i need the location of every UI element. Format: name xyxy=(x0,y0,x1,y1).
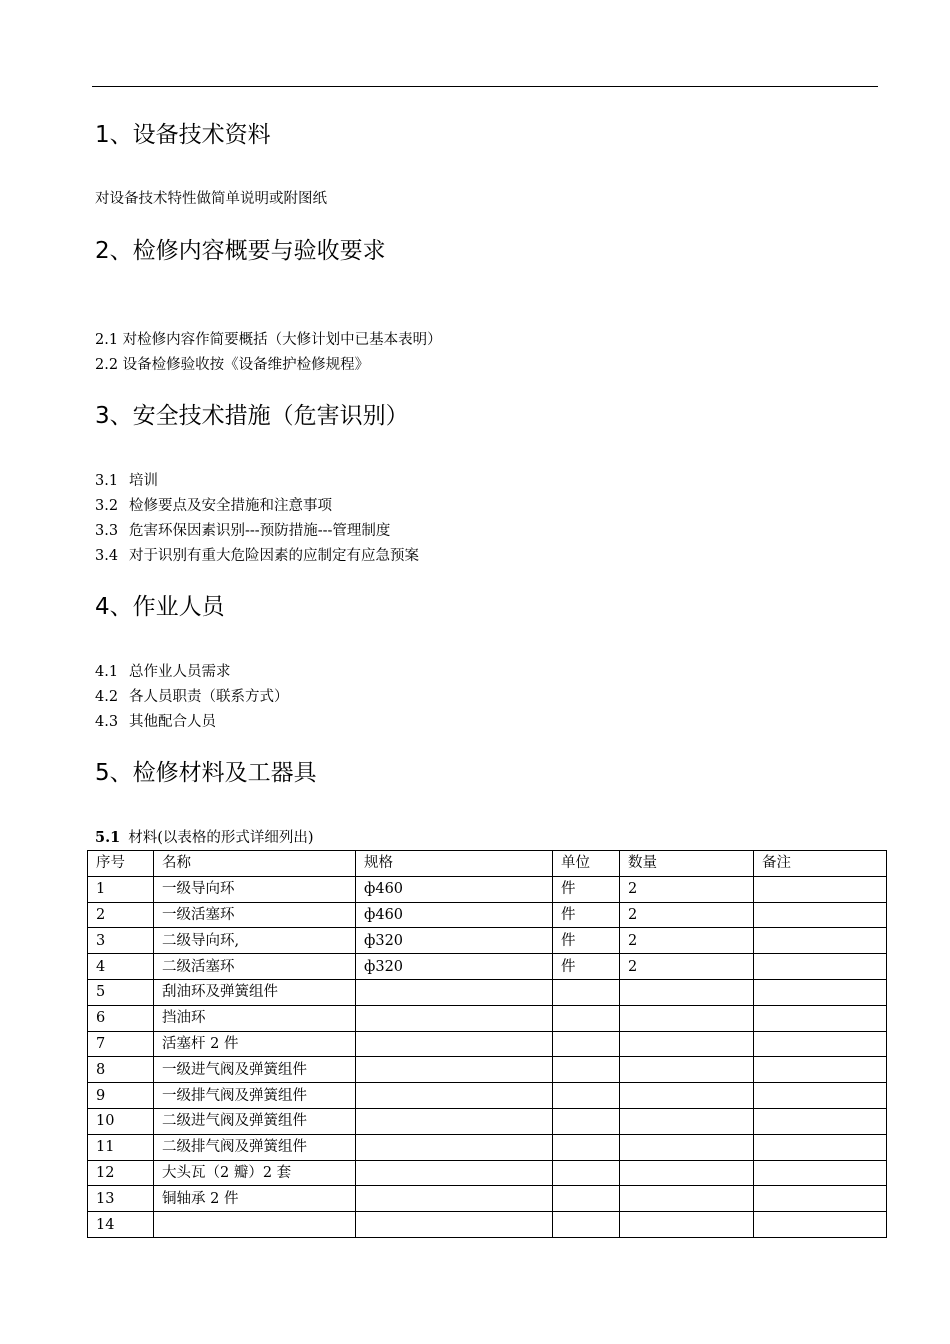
table-row xyxy=(88,876,887,902)
cell-unit xyxy=(553,979,620,1005)
cell-remark xyxy=(754,979,887,1005)
cell-remark xyxy=(754,1186,887,1212)
section-3-item xyxy=(95,521,390,541)
cell-seq: 1 xyxy=(88,876,154,902)
cell-remark xyxy=(754,1005,887,1031)
item-number: 3.4 xyxy=(95,548,119,564)
section-1-text: 对设备技术特性做简单说明或附图纸 xyxy=(95,191,327,207)
cell-remark xyxy=(754,1160,887,1186)
cell-seq: 13 xyxy=(88,1186,154,1212)
table-row xyxy=(88,979,887,1005)
table-row xyxy=(88,902,887,928)
cell-remark xyxy=(754,876,887,902)
table-row xyxy=(88,928,887,954)
cell-remark xyxy=(754,928,887,954)
cell-name: 刮油环及弹簧组件 xyxy=(154,979,356,1005)
cell-spec xyxy=(356,1005,553,1031)
cell-unit: 件 xyxy=(553,876,620,902)
item-number: 3.3 xyxy=(95,523,119,539)
cell-qty xyxy=(620,979,754,1005)
header-unit: 单位 xyxy=(553,851,620,877)
cell-name: 铜轴承 2 件 xyxy=(154,1186,356,1212)
header-seq: 序号 xyxy=(88,851,154,877)
table-row xyxy=(88,1057,887,1083)
item-text: 危害环保因素识别---预防措施---管理制度 xyxy=(129,523,391,539)
section-1-heading: 1、设备技术资料 xyxy=(95,122,271,148)
cell-seq: 9 xyxy=(88,1083,154,1109)
cell-remark xyxy=(754,954,887,980)
cell-name: 大头瓦（2 瓣）2 套 xyxy=(154,1160,356,1186)
section-2-heading: 2、检修内容概要与验收要求 xyxy=(95,238,386,264)
cell-remark xyxy=(754,1212,887,1238)
table-row xyxy=(88,1212,887,1238)
cell-spec xyxy=(356,1108,553,1134)
cell-seq: 3 xyxy=(88,928,154,954)
cell-seq: 10 xyxy=(88,1108,154,1134)
cell-qty xyxy=(620,1212,754,1238)
cell-seq: 2 xyxy=(88,902,154,928)
cell-spec xyxy=(356,1186,553,1212)
header-rule xyxy=(92,86,878,87)
cell-spec xyxy=(356,1160,553,1186)
cell-name: 一级活塞环 xyxy=(154,902,356,928)
header-name: 名称 xyxy=(154,851,356,877)
cell-spec: ф460 xyxy=(356,876,553,902)
cell-unit: 件 xyxy=(553,928,620,954)
cell-seq: 12 xyxy=(88,1160,154,1186)
cell-unit xyxy=(553,1212,620,1238)
cell-spec xyxy=(356,1083,553,1109)
cell-unit: 件 xyxy=(553,902,620,928)
cell-name: 二级活塞环 xyxy=(154,954,356,980)
item-text: 各人员职责（联系方式） xyxy=(129,689,289,705)
cell-spec xyxy=(356,1212,553,1238)
cell-remark xyxy=(754,1134,887,1160)
item-text: 检修要点及安全措施和注意事项 xyxy=(129,498,332,514)
item-text: 总作业人员需求 xyxy=(129,664,231,680)
cell-name: 二级导向环, xyxy=(154,928,356,954)
cell-qty xyxy=(620,1057,754,1083)
item-number: 4.1 xyxy=(95,664,119,680)
cell-qty xyxy=(620,1083,754,1109)
table-row xyxy=(88,1134,887,1160)
cell-unit: 件 xyxy=(553,954,620,980)
cell-unit xyxy=(553,1083,620,1109)
cell-unit xyxy=(553,1186,620,1212)
header-spec: 规格 xyxy=(356,851,553,877)
cell-seq: 11 xyxy=(88,1134,154,1160)
section-2-item-1: 2.1 对检修内容作简要概括（大修计划中已基本表明） xyxy=(95,332,442,348)
cell-name: 二级进气阀及弹簧组件 xyxy=(154,1108,356,1134)
section-4-item xyxy=(95,662,231,682)
table-row xyxy=(88,1083,887,1109)
table-row xyxy=(88,1031,887,1057)
table-caption-text: 材料(以表格的形式详细列出) xyxy=(128,830,314,846)
cell-spec: ф460 xyxy=(356,902,553,928)
cell-qty xyxy=(620,1186,754,1212)
cell-unit xyxy=(553,1031,620,1057)
section-5-heading: 5、检修材料及工器具 xyxy=(95,760,317,786)
cell-qty: 2 xyxy=(620,902,754,928)
cell-qty xyxy=(620,1031,754,1057)
table-row xyxy=(88,954,887,980)
cell-qty xyxy=(620,1160,754,1186)
cell-remark xyxy=(754,902,887,928)
section-3-heading: 3、安全技术措施（危害识别） xyxy=(95,403,409,429)
cell-unit xyxy=(553,1057,620,1083)
cell-qty xyxy=(620,1134,754,1160)
cell-name xyxy=(154,1212,356,1238)
section-4-item xyxy=(95,712,216,732)
header-qty: 数量 xyxy=(620,851,754,877)
item-text: 对于识别有重大危险因素的应制定有应急预案 xyxy=(129,548,419,564)
cell-remark xyxy=(754,1108,887,1134)
section-4-heading: 4、作业人员 xyxy=(95,594,225,620)
cell-name: 二级排气阀及弹簧组件 xyxy=(154,1134,356,1160)
table-row xyxy=(88,1186,887,1212)
cell-unit xyxy=(553,1160,620,1186)
cell-qty xyxy=(620,1108,754,1134)
cell-seq: 8 xyxy=(88,1057,154,1083)
cell-remark xyxy=(754,1057,887,1083)
cell-qty xyxy=(620,1005,754,1031)
cell-remark xyxy=(754,1031,887,1057)
table-caption xyxy=(95,828,314,848)
cell-unit xyxy=(553,1108,620,1134)
item-text: 培训 xyxy=(129,473,158,489)
cell-spec: ф320 xyxy=(356,928,553,954)
item-number: 4.3 xyxy=(95,714,119,730)
cell-remark xyxy=(754,1083,887,1109)
table-row xyxy=(88,1108,887,1134)
table-row xyxy=(88,1160,887,1186)
cell-spec: ф320 xyxy=(356,954,553,980)
item-number: 3.1 xyxy=(95,473,119,489)
cell-name: 挡油环 xyxy=(154,1005,356,1031)
item-text: 其他配合人员 xyxy=(129,714,216,730)
cell-qty: 2 xyxy=(620,954,754,980)
item-number: 4.2 xyxy=(95,689,119,705)
cell-spec xyxy=(356,1134,553,1160)
cell-name: 一级导向环 xyxy=(154,876,356,902)
cell-seq: 14 xyxy=(88,1212,154,1238)
cell-spec xyxy=(356,1057,553,1083)
section-4-item xyxy=(95,687,289,707)
cell-seq: 6 xyxy=(88,1005,154,1031)
cell-qty: 2 xyxy=(620,876,754,902)
cell-name: 一级进气阀及弹簧组件 xyxy=(154,1057,356,1083)
cell-seq: 7 xyxy=(88,1031,154,1057)
section-3-item xyxy=(95,471,158,491)
cell-unit xyxy=(553,1005,620,1031)
cell-name: 活塞杆 2 件 xyxy=(154,1031,356,1057)
item-number: 3.2 xyxy=(95,498,119,514)
table-caption-number: 5.1 xyxy=(95,829,121,846)
cell-spec xyxy=(356,979,553,1005)
section-3-item xyxy=(95,546,419,566)
cell-unit xyxy=(553,1134,620,1160)
cell-spec xyxy=(356,1031,553,1057)
table-header-row xyxy=(88,851,887,877)
section-3-item xyxy=(95,496,332,516)
table-row xyxy=(88,1005,887,1031)
cell-seq: 5 xyxy=(88,979,154,1005)
materials-table xyxy=(87,850,887,1238)
header-remark: 备注 xyxy=(754,851,887,877)
cell-name: 一级排气阀及弹簧组件 xyxy=(154,1083,356,1109)
section-2-item-2: 2.2 设备检修验收按《设备维护检修规程》 xyxy=(95,357,370,373)
cell-seq: 4 xyxy=(88,954,154,980)
cell-qty: 2 xyxy=(620,928,754,954)
